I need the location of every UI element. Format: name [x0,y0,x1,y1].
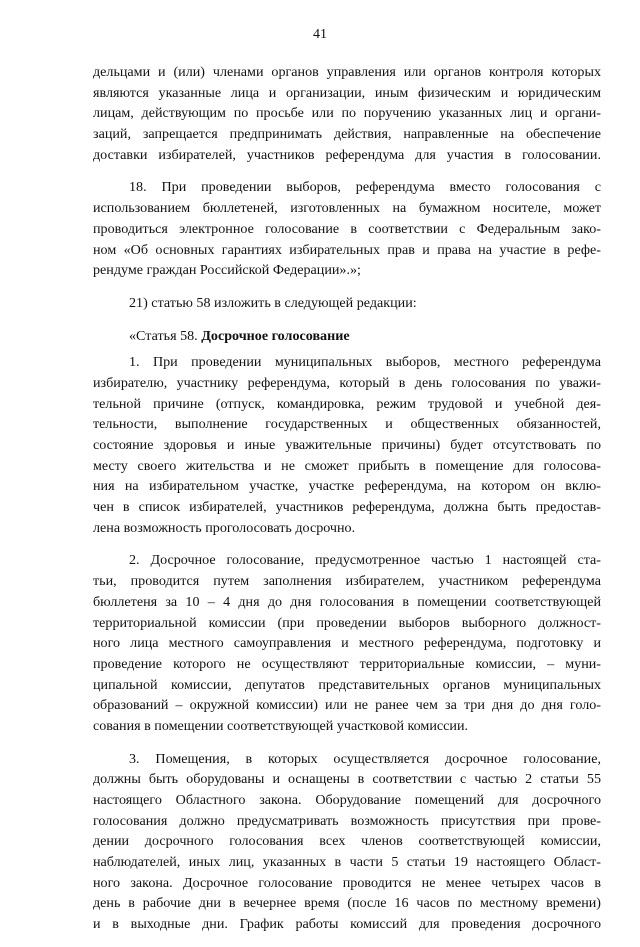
text-line: заций, запрещается предпринимать действия, направленные на обеспечение [93,126,601,143]
paragraph [93,177,601,280]
text-line: проводиться электронное голосование в соответствии с Федеральным зако- [93,220,601,237]
heading-title: Досрочное голосование [201,327,350,344]
text-line: и в выходные дни. График работы комиссий для проведения досрочного [93,916,601,933]
text-line: лицам, действующим по просьбе или по поручению указанных лиц и органи- [93,105,601,122]
text-line: образований – окружной комиссии) или не ранее чем за три дня до дня голо- [93,697,601,714]
text-line: дельцами и (или) членами органов управления или органов контроля которых [93,64,601,80]
paragraph [93,293,601,314]
body-text [93,62,601,947]
text-line: тельной причине (отпуск, командировка, режим трудовой и учебной дея- [93,395,601,412]
text-line: 3. Помещения, в которых осуществляется досрочное голосование, [129,750,601,767]
text-line: настоящего Областного закона. Оборудование помещений для досрочного [93,792,601,808]
text-line: являются указанные лица и организации, иным физическим и юридическим [93,84,601,101]
text-line: тельности, выполнение государственных и общественных обязанностей, [93,416,601,433]
text-line: ного закона. Досрочное голосование проводится не менее четырех часов в [93,874,601,891]
text-line: рендуме граждан Российской Федерации».»; [93,262,361,279]
text-line: доставки избирателей, участников референдума для участия в голосовании. [93,146,601,163]
text-line: ципальной комиссии, депутатов представительных органов муниципальных [93,676,601,693]
text-line: чен в список избирателей, участников референдума, должна быть предостав- [93,499,601,516]
article-heading [93,326,601,347]
text-line: тьи, проводится путем заполнения избирателем, участником референдума [93,573,601,590]
text-line: избирателю, участнику референдума, который в день голосования по уважи- [93,374,601,391]
text-line: бюллетеня за 10 – 4 дня до дня голосования в помещении соответствующей [93,593,601,610]
text-line: территориальной комиссии (при проведении выборов выборного должност- [93,614,601,631]
text-line: месту своего жительства и не сможет прибыть в помещение для голосова- [93,457,601,474]
paragraph [93,550,601,736]
paragraph [93,62,601,165]
text-line: ния на избирательном участке, участке референдума, на котором он вклю- [93,478,601,495]
text-line: ного лица местного самоуправления и местного референдума, подготовку и [93,635,601,652]
text-line: ном «Об основных гарантиях избирательных прав и права на участие в рефе- [93,241,601,258]
text-line: лена возможность проголосовать досрочно. [93,519,356,536]
text-line: дении досрочного голосования всех членов соответствующей комиссии, [93,833,601,850]
text-line: состояние здоровья и иные уважительные причины) будет отсутствовать по [93,437,601,453]
heading-line [93,326,601,347]
paragraph [93,352,601,538]
text-line: голосования должно предусматривать возможность присутствия при прове- [93,812,601,829]
text-line: 21) статью 58 изложить в следующей редакции: [129,294,417,311]
text-line: день в рабочие дни в вечернее время (после 16 часов по местному времени) [93,895,601,912]
text-line: использованием бюллетеней, изготовленных на бумажном носителе, может [93,200,601,217]
text-line: 2. Досрочное голосование, предусмотренное частью 1 настоящей ста- [129,552,601,569]
page-number: 41 [313,27,327,42]
text-line: 18. При проведении выборов, референдума вместо голосования с [129,179,601,196]
text-line: сования в помещении соответствующей участковой комиссии. [93,717,469,734]
text-line: должны быть оборудованы и оснащены в соответствии с частью 2 статьи 55 [93,771,601,788]
text-line: 1. При проведении муниципальных выборов, местного референдума [129,354,601,371]
paragraph [93,749,601,935]
text-line: проведение которого не осуществляют территориальные комиссии, – муни- [93,655,601,672]
text-line: наблюдателей, иных лиц, указанных в части 5 статьи 19 настоящего Област- [93,854,601,871]
heading-prefix: «Статья 58. [129,327,202,344]
